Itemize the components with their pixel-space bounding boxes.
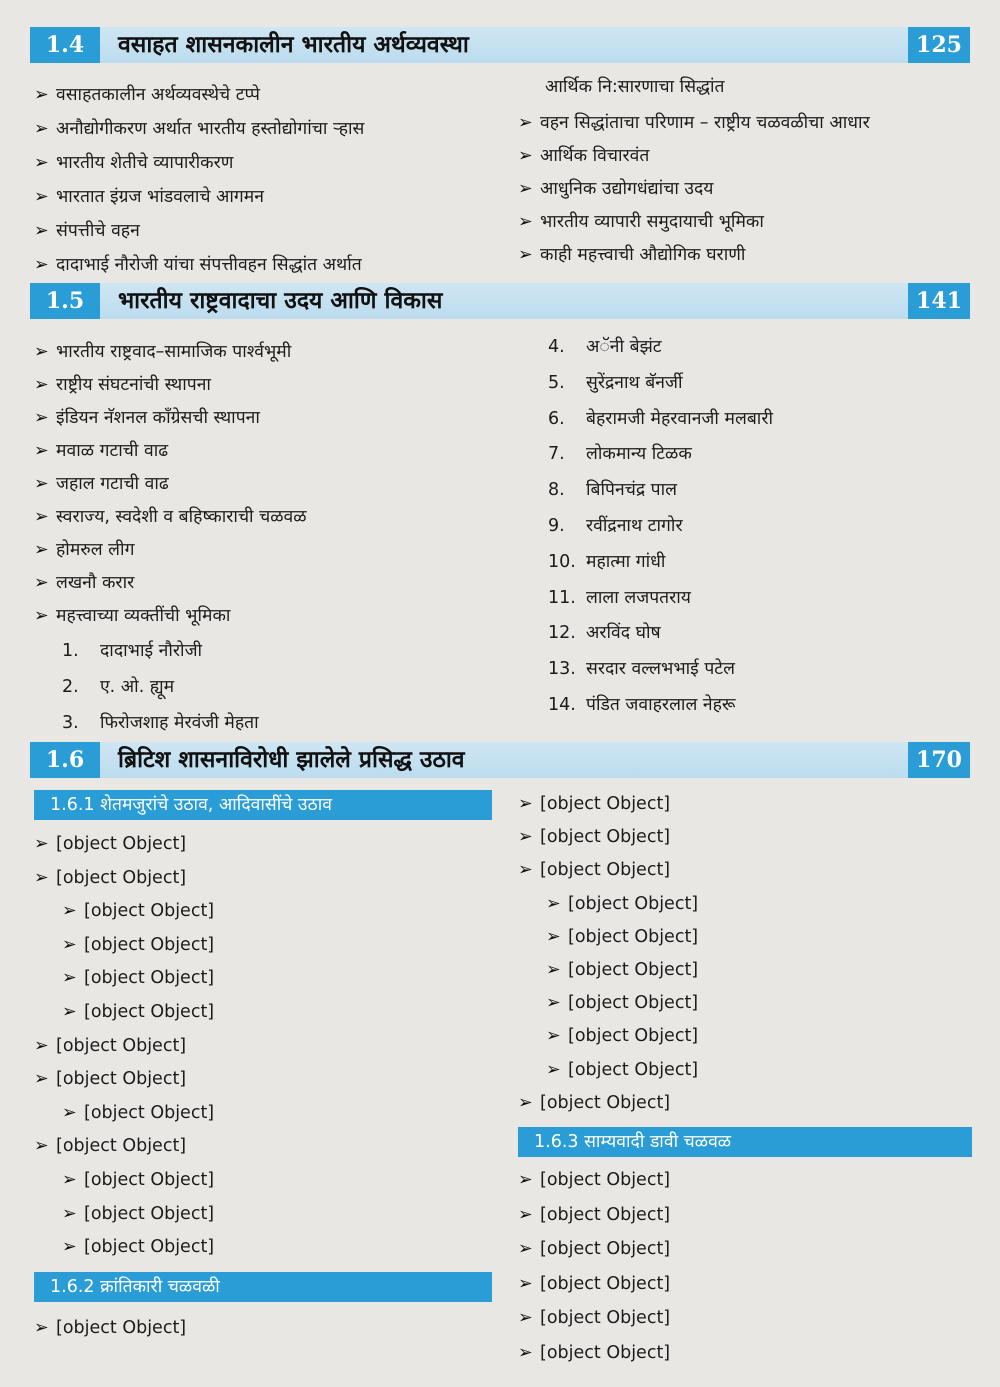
arrow-bullet-icon: ➢	[34, 507, 49, 527]
numbered-item	[518, 330, 773, 366]
list-item	[518, 1301, 670, 1336]
item-number: 7.	[548, 444, 565, 465]
arrow-bullet-icon: ➢	[34, 1069, 49, 1090]
numbered-item	[518, 616, 773, 652]
arrow-bullet-icon: ➢	[62, 1102, 77, 1123]
numbered-item	[34, 633, 307, 669]
item-number: 11.	[548, 587, 576, 608]
arrow-bullet-icon: ➢	[518, 245, 533, 265]
item-number: 6.	[548, 408, 565, 429]
list-item	[518, 206, 870, 239]
arrow-bullet-icon: ➢	[518, 1170, 533, 1190]
arrow-bullet-icon: ➢	[34, 867, 49, 888]
numbered-item	[518, 688, 773, 724]
person-name: ए. ओ. ह्यूम	[100, 677, 175, 697]
section-number: 1.5	[30, 283, 100, 319]
list-item	[518, 107, 870, 140]
list-item-text: [object Object]	[540, 860, 671, 881]
list-item-text: [object Object]	[84, 968, 215, 989]
list-item-text: दादाभाई नौरोजी यांचा संपत्तीवहन सिद्धांत अर्थात	[56, 255, 362, 275]
item-number: 1.	[62, 641, 79, 661]
item-number: 5.	[548, 372, 565, 393]
arrow-bullet-icon: ➢	[34, 153, 49, 173]
list-item	[34, 501, 307, 534]
list-item	[34, 1063, 214, 1097]
list-item	[34, 600, 307, 633]
list-item-text: [object Object]	[56, 1035, 187, 1056]
numbered-item	[518, 652, 773, 688]
arrow-bullet-icon: ➢	[518, 827, 533, 848]
list-item-text: जहाल गटाची वाढ	[56, 474, 169, 494]
arrow-bullet-icon: ➢	[34, 221, 49, 241]
list-item-text: वसाहतकालीन अर्थव्यवस्थेचे टप्पे	[56, 85, 260, 105]
arrow-bullet-icon: ➢	[34, 441, 49, 461]
list-item-text: [object Object]	[540, 1204, 671, 1225]
sub-list-item	[518, 1020, 698, 1053]
person-name: सरदार वल्लभभाई पटेल	[586, 659, 735, 680]
arrow-bullet-icon: ➢	[34, 1136, 49, 1157]
person-name: बिपिनचंद्र पाल	[586, 480, 678, 501]
list-item	[34, 369, 307, 402]
list-item	[518, 854, 698, 887]
section-number: 1.6	[30, 742, 100, 778]
list-item	[34, 112, 364, 146]
person-name: सुरेंद्रनाथ बॅनर्जी	[586, 372, 683, 393]
list-item-text: होमरुल लीग	[56, 540, 135, 560]
list-item	[34, 78, 364, 112]
arrow-bullet-icon: ➢	[34, 573, 49, 593]
numbered-item	[34, 705, 307, 741]
list-item-text: आधुनिक उद्योगधंद्यांचा उदय	[540, 179, 714, 199]
list-item	[34, 1030, 214, 1064]
list-item	[34, 336, 307, 369]
list-item-text: [object Object]	[568, 926, 699, 947]
list-item-text: अनौद्योगीकरण अर्थात भारतीय हस्तोद्योगांचा ऱ्हास	[56, 119, 365, 139]
sub-list-item	[518, 954, 698, 987]
arrow-bullet-icon: ➢	[518, 1308, 533, 1328]
arrow-bullet-icon: ➢	[518, 113, 533, 133]
sub-list-item	[34, 996, 214, 1030]
person-name: बेहरामजी मेहरवानजी मलबारी	[586, 408, 774, 429]
list-item-text: [object Object]	[56, 834, 187, 854]
list-item-text: इंडियन नॅशनल काँग्रेसची स्थापना	[56, 408, 260, 428]
arrow-bullet-icon: ➢	[62, 1203, 77, 1224]
arrow-bullet-icon: ➢	[518, 1204, 533, 1225]
arrow-bullet-icon: ➢	[34, 187, 49, 207]
section-title: वसाहत शासनकालीन भारतीय अर्थव्यवस्था	[118, 32, 469, 58]
item-number: 8.	[548, 480, 565, 501]
item-number: 2.	[62, 677, 79, 697]
arrow-bullet-icon: ➢	[34, 85, 49, 105]
item-number: 3.	[62, 713, 79, 733]
arrow-bullet-icon: ➢	[34, 255, 49, 275]
arrow-bullet-icon: ➢	[34, 540, 49, 560]
sub-list-item	[518, 1054, 698, 1087]
list-item-text: [object Object]	[540, 794, 671, 814]
arrow-bullet-icon: ➢	[518, 146, 533, 166]
list-item-text: आर्थिक विचारवंत	[540, 146, 650, 166]
list-item	[34, 402, 307, 435]
list-item	[518, 788, 698, 821]
arrow-bullet-icon: ➢	[34, 606, 49, 626]
list-item	[34, 534, 307, 567]
subsection-heading-1-6-3: 1.6.3 साम्यवादी डावी चळवळ	[518, 1127, 972, 1157]
item-number: 9.	[548, 515, 565, 536]
numbered-item	[518, 509, 773, 545]
list-item-text: काही महत्त्वाची औद्योगिक घराणी	[540, 245, 746, 265]
arrow-bullet-icon: ➢	[546, 993, 561, 1014]
list-item	[34, 248, 364, 282]
numbered-item	[518, 402, 773, 438]
arrow-bullet-icon: ➢	[34, 834, 49, 854]
subsection-heading-1-6-1: 1.6.1 शेतमजुरांचे उठाव, आदिवासींचे उठाव	[34, 790, 492, 820]
arrow-bullet-icon: ➢	[62, 1169, 77, 1190]
list-item-text: [object Object]	[540, 1308, 671, 1328]
list-item-text: [object Object]	[84, 934, 215, 955]
arrow-bullet-icon: ➢	[518, 1092, 533, 1113]
list-item-text: [object Object]	[540, 1170, 671, 1190]
list-item	[34, 214, 364, 248]
list-item-text: [object Object]	[84, 1169, 215, 1190]
list-item-text: भारतीय राष्ट्रवाद–सामाजिक पार्श्वभूमी	[56, 342, 292, 362]
list-item-text: [object Object]	[56, 1069, 187, 1090]
list-item	[34, 862, 214, 896]
list-item-text: स्वराज्य, स्वदेशी व बहिष्काराची चळवळ	[56, 507, 307, 527]
person-name: लाला लजपतराय	[586, 587, 691, 608]
page-number: 170	[908, 742, 970, 778]
list-item-text: [object Object]	[568, 893, 699, 914]
section-number: 1.4	[30, 27, 100, 63]
item-number: 4.	[548, 337, 565, 357]
person-name: दादाभाई नौरोजी	[100, 641, 203, 661]
subsection-1-6-1-list	[34, 828, 214, 1265]
page-number: 125	[908, 27, 970, 63]
list-item	[518, 1336, 670, 1371]
person-name: रवींद्रनाथ टागोर	[586, 515, 683, 536]
list-item	[34, 1312, 186, 1345]
list-item-text: मवाळ गटाची वाढ	[56, 441, 169, 461]
numbered-item	[34, 669, 307, 705]
person-name: अॅनी बेझंट	[586, 337, 662, 357]
sub-list-item	[34, 895, 214, 929]
list-item-text: [object Object]	[56, 1136, 187, 1157]
sub-list-item	[34, 1164, 214, 1198]
numbered-item	[518, 473, 773, 509]
section-1-6-right-list	[518, 788, 698, 1120]
list-item	[34, 468, 307, 501]
arrow-bullet-icon: ➢	[34, 342, 49, 362]
arrow-bullet-icon: ➢	[546, 926, 561, 947]
list-item-text: [object Object]	[568, 993, 699, 1014]
arrow-bullet-icon: ➢	[34, 474, 49, 494]
list-item-text: भारतात इंग्रज भांडवलाचे आगमन	[56, 187, 264, 207]
list-item-text: [object Object]	[84, 1203, 215, 1224]
arrow-bullet-icon: ➢	[62, 1237, 77, 1258]
person-name: अरविंद घोष	[586, 623, 661, 644]
arrow-bullet-icon: ➢	[62, 934, 77, 955]
numbered-item	[518, 581, 773, 617]
list-item-text: [object Object]	[56, 1318, 187, 1338]
list-item	[518, 1267, 670, 1302]
subsection-1-6-2-list	[34, 1312, 186, 1345]
list-item	[518, 1232, 670, 1267]
section-title: ब्रिटिश शासनाविरोधी झालेले प्रसिद्ध उठाव	[118, 747, 465, 773]
section-header-1-6	[30, 742, 970, 778]
list-item	[518, 140, 870, 173]
list-item	[518, 239, 870, 272]
arrow-bullet-icon: ➢	[546, 1059, 561, 1080]
sub-list-item	[518, 987, 698, 1020]
list-item	[34, 435, 307, 468]
arrow-bullet-icon: ➢	[34, 408, 49, 428]
arrow-bullet-icon: ➢	[62, 1001, 77, 1022]
arrow-bullet-icon: ➢	[546, 959, 561, 980]
arrow-bullet-icon: ➢	[518, 860, 533, 881]
section-1-4-right-list	[518, 74, 870, 272]
list-item	[34, 180, 364, 214]
person-name: महात्मा गांधी	[586, 551, 666, 572]
list-item	[34, 146, 364, 180]
arrow-bullet-icon: ➢	[62, 901, 77, 922]
list-item	[518, 173, 870, 206]
sub-list-item	[518, 888, 698, 921]
arrow-bullet-icon: ➢	[62, 968, 77, 989]
section-title: भारतीय राष्ट्रवादाचा उदय आणि विकास	[118, 288, 443, 314]
list-item-continuation: आर्थिक नि:सारणाचा सिद्धांत	[545, 77, 725, 97]
list-item	[518, 1163, 670, 1198]
list-item-text: महत्त्वाच्या व्यक्तींची भूमिका	[56, 606, 231, 626]
list-item-text: [object Object]	[540, 1273, 671, 1294]
list-item	[34, 567, 307, 600]
arrow-bullet-icon: ➢	[546, 893, 561, 914]
list-item-text: वहन सिद्धांताचा परिणाम – राष्ट्रीय चळवळीचा आधार	[540, 113, 870, 133]
arrow-bullet-icon: ➢	[546, 1026, 561, 1047]
list-item-text: [object Object]	[84, 1237, 215, 1258]
list-item-text: [object Object]	[56, 867, 187, 888]
person-name: पंडित जवाहरलाल नेहरू	[586, 694, 736, 715]
numbered-item	[518, 437, 773, 473]
item-number: 12.	[548, 623, 576, 644]
arrow-bullet-icon: ➢	[34, 119, 49, 139]
subsection-1-6-3-list	[518, 1163, 670, 1370]
sub-list-item	[34, 929, 214, 963]
sub-list-item	[518, 921, 698, 954]
list-item	[518, 1087, 698, 1120]
page-number: 141	[908, 283, 970, 319]
list-item-text: भारतीय व्यापारी समुदायाची भूमिका	[540, 212, 764, 232]
sub-list-item	[34, 1231, 214, 1265]
person-name: लोकमान्य टिळक	[586, 444, 692, 465]
list-item-text: [object Object]	[568, 959, 699, 980]
sub-list-item	[34, 1097, 214, 1131]
item-number: 10.	[548, 551, 576, 572]
numbered-item	[518, 545, 773, 581]
section-header-1-4	[30, 27, 970, 63]
list-item	[34, 1130, 214, 1164]
list-item-text: लखनौ करार	[56, 573, 135, 593]
section-1-5-left-list	[34, 336, 307, 741]
arrow-bullet-icon: ➢	[518, 212, 533, 232]
list-item	[34, 828, 214, 862]
list-item-text: [object Object]	[84, 1102, 215, 1123]
section-1-5-right-list	[518, 330, 773, 724]
list-item-text: [object Object]	[540, 1239, 671, 1259]
arrow-bullet-icon: ➢	[518, 794, 533, 814]
section-1-4-left-list	[34, 78, 364, 282]
list-item	[518, 821, 698, 854]
list-item-text: [object Object]	[568, 1059, 699, 1080]
sub-list-item	[34, 962, 214, 996]
list-item-text: राष्ट्रीय संघटनांची स्थापना	[56, 375, 211, 395]
list-item	[518, 1198, 670, 1233]
section-header-1-5	[30, 283, 970, 319]
list-item-text: [object Object]	[540, 827, 671, 848]
arrow-bullet-icon: ➢	[34, 1035, 49, 1056]
list-item-text: [object Object]	[540, 1092, 671, 1113]
list-item-text: संपत्तीचे वहन	[56, 221, 140, 241]
sub-list-item	[34, 1198, 214, 1232]
list-item-text: [object Object]	[84, 1001, 215, 1022]
item-number: 13.	[548, 659, 576, 680]
arrow-bullet-icon: ➢	[34, 1318, 49, 1338]
arrow-bullet-icon: ➢	[518, 1273, 533, 1294]
person-name: फिरोजशाह मेरवंजी मेहता	[100, 713, 259, 733]
arrow-bullet-icon: ➢	[34, 375, 49, 395]
arrow-bullet-icon: ➢	[518, 1239, 533, 1259]
list-item-text: [object Object]	[84, 901, 215, 922]
item-number: 14.	[548, 694, 576, 715]
list-item-text: भारतीय शेतीचे व्यापारीकरण	[56, 153, 234, 173]
subsection-heading-1-6-2: 1.6.2 क्रांतिकारी चळवळी	[34, 1272, 492, 1302]
arrow-bullet-icon: ➢	[518, 179, 533, 199]
numbered-item	[518, 366, 773, 402]
list-item-text: [object Object]	[540, 1342, 671, 1363]
arrow-bullet-icon: ➢	[518, 1342, 533, 1363]
list-item-text: [object Object]	[568, 1026, 699, 1047]
